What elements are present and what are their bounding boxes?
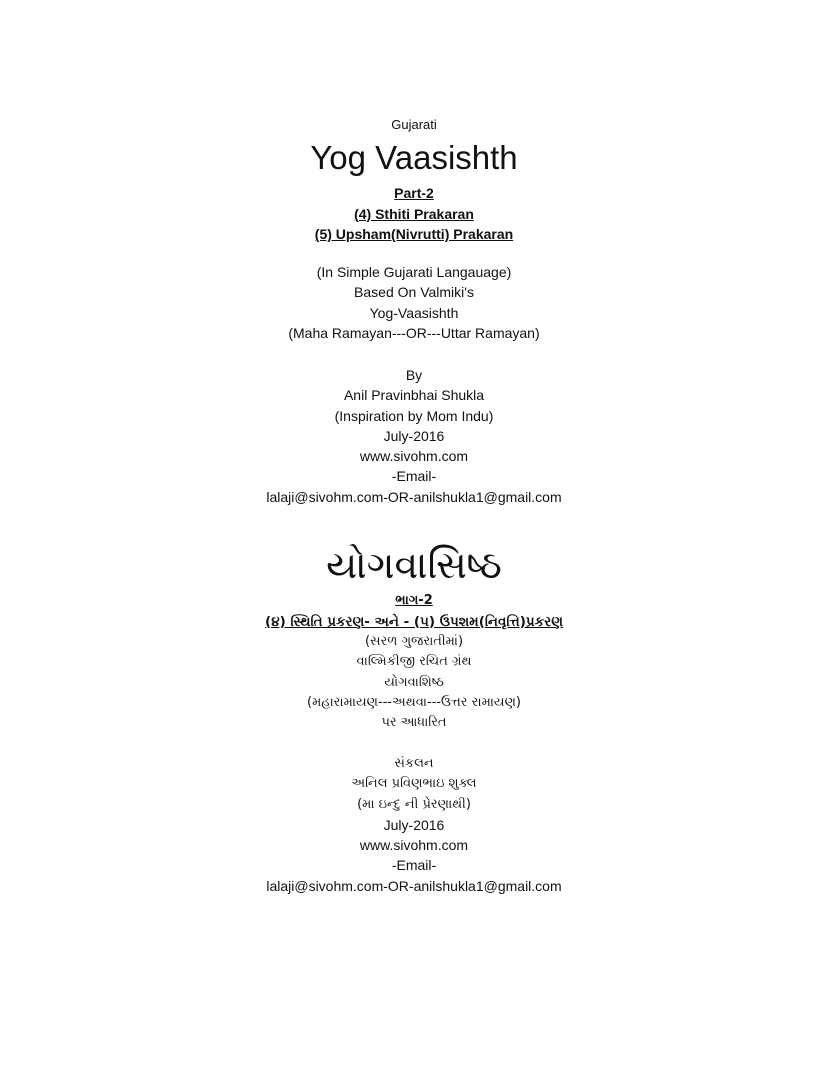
description-line: (In Simple Gujarati Langauage)	[316, 264, 512, 280]
description-line: (સરળ ગુજરાતીમાં)	[364, 634, 464, 649]
gujarati-sections: (૪) સ્થિતિ પ્રકરણ- અને - (૫) ઉપશમ(નિવૃત્તિ)પ્રકરણ	[265, 613, 563, 630]
english-section-4: (4) Sthiti Prakaran	[354, 205, 474, 222]
description-line: વાલ્મિકીજી રચિત ગ્રંથ	[356, 654, 472, 670]
english-part: Part-2	[394, 185, 434, 201]
author-name: Anil Pravinbhai Shukla	[343, 387, 485, 404]
english-section-5: (5) Upsham(Nivrutti) Prakaran	[314, 226, 514, 242]
gujarati-title: યોગવાસિષ્ઠ	[326, 543, 502, 587]
email-label: -Email-	[391, 857, 437, 874]
language-label: Gujarati	[391, 117, 437, 132]
compiled-by: સંકલન	[394, 756, 434, 771]
english-part-block	[0, 183, 828, 245]
date: July-2016	[383, 816, 445, 833]
inspiration-gujarati: (મા ઇન્દુ ની પ્રેરણાથી)	[357, 796, 471, 812]
inspiration: (Inspiration by Mom Indu)	[334, 407, 494, 424]
author-name-gujarati: અનિલ પ્રવિણભાઇ શુક્લ	[351, 776, 477, 792]
date: July-2016	[383, 427, 445, 444]
description-line: (Maha Ramayan---OR---Uttar Ramayan)	[288, 324, 540, 341]
email-addresses: lalaji@sivohm.com-OR-anilshukla1@gmail.com	[266, 488, 562, 505]
credit-by: By	[405, 367, 423, 383]
description-line: (મહારામાયણ---અથવા---ઉત્તર રામાયણ)	[307, 694, 521, 710]
description-line: Yog-Vaasishth	[369, 304, 459, 321]
email-label: -Email-	[391, 468, 437, 485]
gujarati-part-block	[0, 591, 828, 632]
gujarati-part: ભાગ-2	[395, 593, 433, 608]
website: www.sivohm.com	[359, 837, 469, 854]
english-title: Yog Vaasishth	[310, 139, 518, 176]
description-line: પર આધારિત	[381, 715, 447, 731]
english-credits	[0, 365, 828, 507]
email-addresses: lalaji@sivohm.com-OR-anilshukla1@gmail.com	[266, 877, 562, 894]
english-description	[0, 262, 828, 343]
website: www.sivohm.com	[359, 448, 469, 465]
description-line: Based On Valmiki's	[354, 284, 474, 301]
gujarati-description	[0, 632, 828, 733]
description-line: યોગવાશિષ્ઠ	[384, 674, 444, 690]
gujarati-credits	[0, 754, 828, 896]
